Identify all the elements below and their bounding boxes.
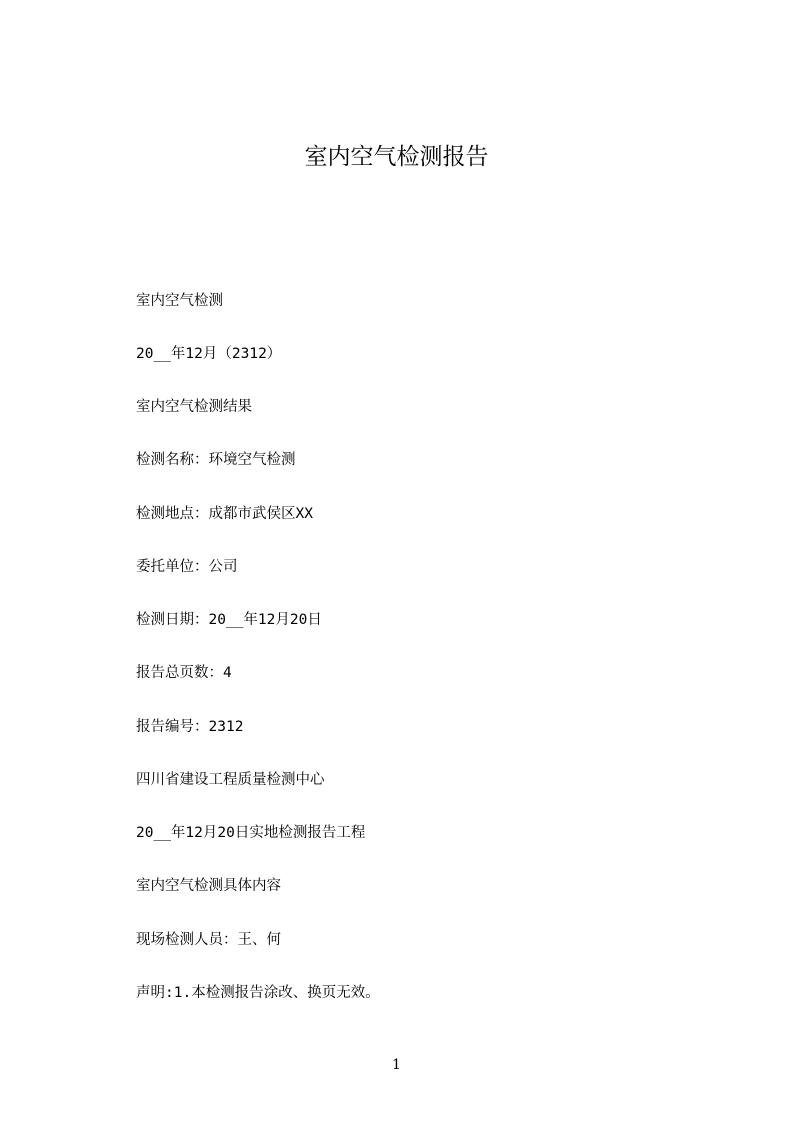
total-pages: 报告总页数：4 bbox=[136, 665, 232, 681]
test-location: 检测地点：成都市武侯区XX bbox=[136, 506, 313, 522]
statement: 声明:1.本检测报告涂改、换页无效。 bbox=[136, 985, 380, 1001]
test-date: 检测日期：20__年12月20日 bbox=[136, 612, 322, 628]
report-number: 报告编号：2312 bbox=[136, 719, 244, 735]
field-report-line: 20__年12月20日实地检测报告工程 bbox=[136, 825, 366, 841]
inspectors: 现场检测人员：王、何 bbox=[136, 932, 281, 948]
report-date: 20__年12月（2312） bbox=[136, 346, 282, 362]
document-title: 室内空气检测报告 bbox=[304, 144, 489, 170]
results-heading: 室内空气检测结果 bbox=[136, 399, 252, 415]
page-number: 1 bbox=[392, 1057, 401, 1073]
client: 委托单位：公司 bbox=[136, 559, 238, 575]
testing-center: 四川省建设工程质量检测中心 bbox=[136, 772, 325, 788]
section-heading: 室内空气检测 bbox=[136, 293, 223, 309]
content-heading: 室内空气检测具体内容 bbox=[136, 878, 281, 894]
test-name: 检测名称：环境空气检测 bbox=[136, 452, 296, 468]
